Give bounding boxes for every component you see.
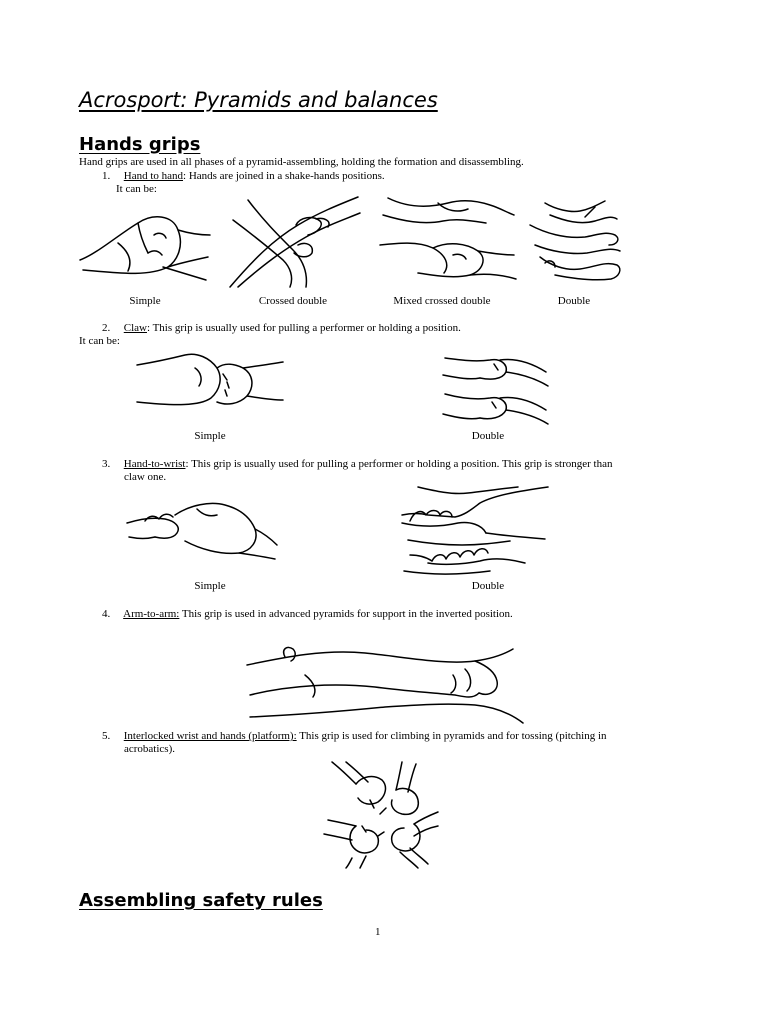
item-number: 1.	[102, 170, 111, 182]
item-number: 3.	[102, 458, 111, 470]
caption-mixed-crossed-double: Mixed crossed double	[393, 295, 491, 307]
illustration-interlocked-platform	[322, 760, 440, 870]
caption-wrist-double: Double	[471, 580, 505, 592]
caption-claw-simple: Simple	[194, 430, 226, 442]
section-heading-hands-grips: Hands grips	[79, 134, 201, 155]
item-text: This grip is used for climbing in pyramids and for tossing (pitching in	[296, 730, 607, 742]
item-text: : This grip is usually used for pulling a performer or holding a position. This grip is stronger than	[185, 458, 613, 470]
intro-paragraph: Hand grips are used in all phases of a pyramid-assembling, holding the formation and disassembling.	[79, 156, 524, 168]
item-sub-label: It can be:	[116, 183, 157, 195]
item-term: Hand to hand	[123, 170, 184, 182]
caption-double: Double	[557, 295, 591, 307]
caption-wrist-simple: Simple	[194, 580, 226, 592]
item-sub-label: It can be:	[79, 335, 120, 347]
illustration-claw-simple	[135, 350, 285, 415]
item-term: Hand-to-wrist	[123, 458, 186, 470]
list-item-claw	[102, 322, 461, 335]
item-term: Claw	[123, 322, 147, 334]
item-text: This grip is used in advanced pyramids for support in the inverted position.	[179, 608, 513, 620]
illustration-simple-handshake	[78, 205, 213, 290]
illustration-double-grip	[525, 195, 630, 285]
page-title: Acrosport: Pyramids and balances	[79, 88, 438, 112]
section-heading-safety-rules: Assembling safety rules	[79, 890, 323, 911]
list-item-hand-to-hand	[102, 170, 385, 183]
list-item-arm-to-arm	[102, 608, 513, 621]
item-number: 5.	[102, 730, 111, 742]
illustration-wrist-double	[400, 485, 550, 580]
illustration-wrist-simple	[125, 493, 280, 563]
item-number: 2.	[102, 322, 111, 334]
illustration-claw-double	[440, 350, 550, 430]
caption-crossed-double: Crossed double	[258, 295, 328, 307]
item-number: 4.	[102, 608, 111, 620]
caption-claw-double: Double	[471, 430, 505, 442]
item-text: : Hands are joined in a shake-hands positions.	[183, 170, 385, 182]
illustration-arm-to-arm	[245, 635, 525, 730]
list-item-hand-to-wrist	[102, 458, 612, 471]
item-continuation: claw one.	[124, 471, 167, 483]
illustration-mixed-crossed-double	[378, 193, 518, 288]
list-item-platform	[102, 730, 607, 743]
item-term: Arm-to-arm:	[123, 608, 180, 620]
item-continuation: acrobatics).	[124, 743, 175, 755]
caption-simple: Simple	[129, 295, 161, 307]
item-text: : This grip is usually used for pulling a performer or holding a position.	[146, 322, 461, 334]
item-term: Interlocked wrist and hands (platform):	[123, 730, 297, 742]
illustration-crossed-double	[228, 195, 363, 290]
page-number: 1	[375, 926, 381, 938]
